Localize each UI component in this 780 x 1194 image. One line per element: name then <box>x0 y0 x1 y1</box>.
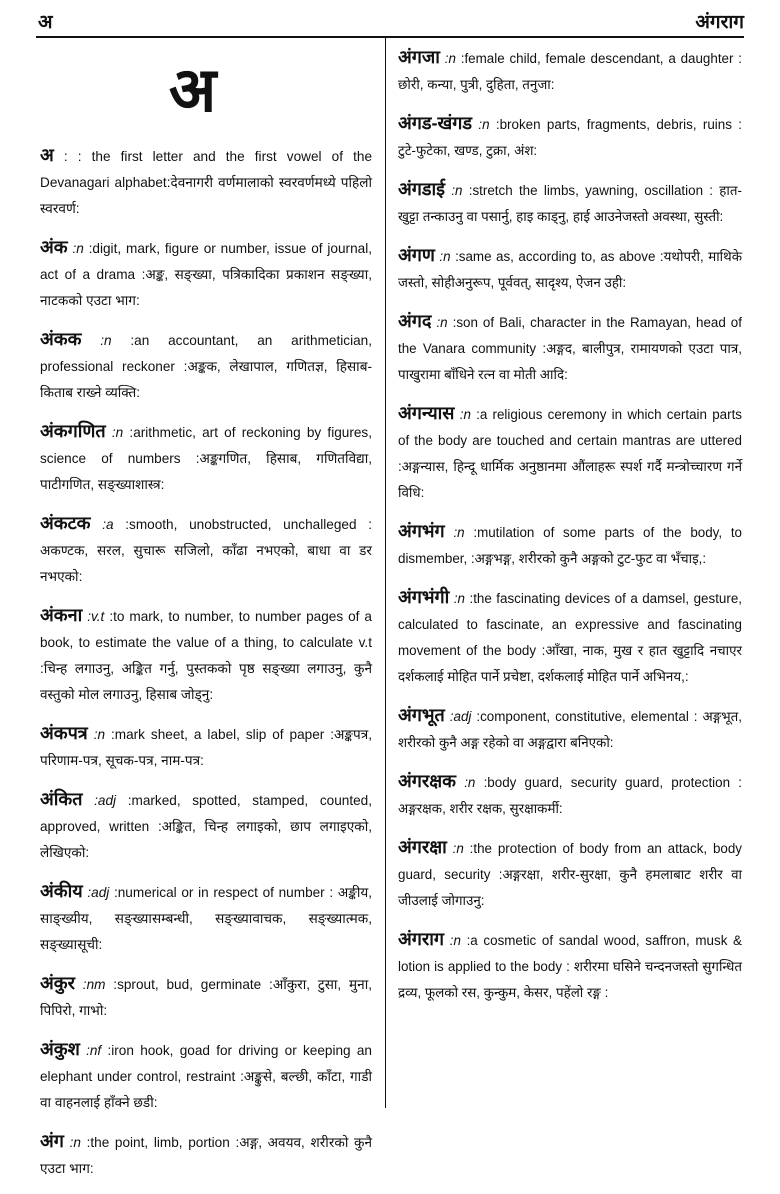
entry-headword: अंगराग <box>398 929 445 949</box>
entry-headword: अंगभंग <box>398 521 445 541</box>
entry-definition: :sprout, bud, germinate :आँकुरा, टुसा, मुना, पिपिरो, गाभो: <box>40 977 372 1018</box>
entry-part-of-speech: :a <box>102 517 114 532</box>
entry-definition: :the point, limb, portion :अङ्ग, अवयव, शरीरको कुनै एउटा भाग: <box>40 1135 372 1176</box>
entry-headword: अंकगणित <box>40 421 106 441</box>
entry-part-of-speech: :n <box>436 315 448 330</box>
dictionary-entry <box>398 702 742 756</box>
entry-definition: :numerical or in respect of number : अङ्कीय, साङ्ख्यीय, सङ्ख्यासम्बन्धी, सङ्ख्यावाचक, सङ्ख्यात्मक, सङ्ख्यासूची: <box>40 885 373 952</box>
entry-part-of-speech: :n <box>459 407 471 422</box>
entry-definition: :iron hook, goad for driving or keeping an elephant under control, restraint :अङ्कुसे, बल्छी, काँटा, गाडी वा वाहनलाई हाँक्ने छडी: <box>40 1043 372 1110</box>
header-rule <box>36 36 744 38</box>
dictionary-entry <box>398 242 742 296</box>
entry-definition: :mutilation of some parts of the body, to dismember, :अङ्गभङ्ग, शरीरको कुनै अङ्गको टुट-फुट वा भँचाइ,: <box>398 525 742 566</box>
entry-part-of-speech: :n <box>453 525 465 540</box>
entry-headword: अंकुर <box>40 973 75 993</box>
dictionary-entry <box>398 768 742 822</box>
entry-part-of-speech: :n <box>93 727 106 742</box>
entry-part-of-speech: :n <box>111 425 124 440</box>
entry-part-of-speech: :n <box>452 841 464 856</box>
dictionary-entry <box>40 602 372 708</box>
entry-headword: अंगड-खंगड <box>398 113 472 133</box>
entry-part-of-speech: :n <box>464 775 476 790</box>
dictionary-entry <box>40 418 372 498</box>
entry-part-of-speech: :n <box>72 241 84 256</box>
entry-headword: अंगभंगी <box>398 587 450 607</box>
dictionary-entry <box>398 400 742 506</box>
entry-definition: :an accountant, an arithmetician, professional reckoner :अङ्कक, लेखापाल, गणितज्ञ, हिसाब-किताब राख्ने व्यक्ति: <box>40 333 373 400</box>
dictionary-entry <box>398 584 742 690</box>
entry-part-of-speech: :v.t <box>87 609 105 624</box>
entry-definition: :son of Bali, character in the Ramayan, head of the Vanara community :अङ्गद, बालीपुत्र, रामायणको एउटा पात्र, पाखुरामा बाँधिने रत्न वा मोती आदि: <box>398 315 742 382</box>
entry-definition: :to mark, to number, to number pages of a book, to estimate the value of a thing, to calculate v.t :चिन्ह लगाउनु, अङ्कित गर्नु, पुस्तकको पृष्ठ सङ्ख्या लगाउनु, कुनै वस्तुको मोल लगाउनु, हिसाब जोड्नु: <box>40 609 372 702</box>
dictionary-entry <box>398 926 742 1006</box>
dictionary-entry <box>398 176 742 230</box>
entry-definition: :smooth, unobstructed, unchalleged : अकण्टक, सरल, सुचारू सजिलो, काँढा नभएको, बाधा वा डर नभएको: <box>40 517 372 584</box>
entry-part-of-speech: :n <box>439 249 451 264</box>
entry-definition: :marked, spotted, stamped, counted, approved, written :अङ्कित, चिन्ह लगाइको, छाप लगाइएको, लेखिएको: <box>40 793 372 860</box>
entry-headword: अंक <box>40 237 68 257</box>
dictionary-entry <box>40 878 372 958</box>
entry-headword: अंगरक्षक <box>398 771 456 791</box>
entry-part-of-speech: :n <box>444 51 456 66</box>
entry-part-of-speech: :adj <box>94 793 117 808</box>
entry-headword: अंग <box>40 1131 64 1151</box>
header-guideword: अंगराग <box>695 12 744 33</box>
entry-definition: :female child, female descendant, a daughter : छोरी, कन्या, पुत्री, दुहिता, तनुजा: <box>398 51 742 92</box>
entry-part-of-speech: :n <box>100 333 112 348</box>
entry-definition: : : the first letter and the first vowel of the Devanagari alphabet:देवनागरी वर्णमालाको स्वरवर्णमध्ये पहिलो स्वरवर्ण: <box>40 149 372 216</box>
entry-headword: अंकुश <box>40 1039 80 1059</box>
dictionary-entry <box>40 1036 372 1116</box>
entry-definition: :digit, mark, figure or number, issue of journal, act of a drama :अङ्क, सङ्ख्या, पत्रिकादिका प्रकाशन सङ्ख्या, नाटकको एउटा भाग: <box>40 241 372 308</box>
entry-definition: :body guard, security guard, protection : अङ्गरक्षक, शरीर रक्षक, सुरक्षाकर्मी: <box>398 775 742 816</box>
dictionary-entry <box>40 786 372 866</box>
dictionary-entry <box>398 44 742 98</box>
entry-headword: अ <box>40 145 54 165</box>
entry-definition: :same as, according to, as above :यथोपरी, माथिके जस्तो, सोहीअनुरूप, पूर्ववत्, सादृश्य, ऐजन उही: <box>398 249 742 290</box>
dictionary-entry <box>40 510 372 590</box>
dictionary-entry <box>398 110 742 164</box>
entry-headword: अंगण <box>398 245 435 265</box>
entry-part-of-speech: :n <box>69 1135 81 1150</box>
entry-definition: :the fascinating devices of a damsel, gesture, calculated to fascinate, an expressive and fascinating movement of the body :आँखा, नाक, मुख र हात खुट्टादि नचाएर दर्शकलाई मोहित पार्ने प्रचेष्टा, दर्शकलाई मोहित पार्ने अभिनय,: <box>398 591 742 684</box>
entry-headword: अंकित <box>40 789 83 809</box>
entry-headword: अंकटक <box>40 513 91 533</box>
entry-headword: अंगद <box>398 311 432 331</box>
dictionary-entry <box>40 720 372 774</box>
dictionary-entry <box>398 518 742 572</box>
entry-part-of-speech: :n <box>451 183 463 198</box>
entry-headword: अंकक <box>40 329 82 349</box>
entry-definition: :mark sheet, a label, slip of paper :अङ्कपत्र, परिणाम-पत्र, सूचक-पत्र, नाम-पत्र: <box>40 727 372 768</box>
left-column <box>40 142 372 1194</box>
entry-definition: :arithmetic, art of reckoning by figures, science of numbers :अङ्कगणित, हिसाब, गणितविद्या, पाटीगणित, सङ्ख्याशास्त्र: <box>40 425 373 492</box>
dictionary-entry <box>40 234 372 314</box>
entry-headword: अंगडाई <box>398 179 446 199</box>
entry-headword: अंगन्यास <box>398 403 455 423</box>
entry-part-of-speech: :n <box>453 591 465 606</box>
dictionary-entry <box>40 142 372 222</box>
entry-definition: :a religious ceremony in which certain parts of the body are touched and certain mantras are uttered :अङ्गन्यास, हिन्दू धार्मिक अनुष्ठानमा औंलाहरू स्पर्श गर्दै मन्त्रोच्चारण गर्ने विधि: <box>398 407 742 500</box>
dictionary-entry <box>398 308 742 388</box>
header-left-letter: अ <box>38 12 53 33</box>
right-column <box>398 44 742 1018</box>
entry-headword: अंकपत्र <box>40 723 88 743</box>
entry-definition: :stretch the limbs, yawning, oscillation : हात-खुट्टा तन्काउनु वा पसार्नु, हाइ काड्नु, हाई आउनेजस्तो अवस्था, सुस्ती: <box>398 183 742 224</box>
entry-part-of-speech: :n <box>478 117 490 132</box>
entry-headword: अंकना <box>40 605 83 625</box>
entry-part-of-speech: :n <box>449 933 461 948</box>
entry-definition: :a cosmetic of sandal wood, saffron, musk & lotion is applied to the body : शरीरमा घसिने चन्दनजस्तो सुगन्धित द्रव्य, फूलको रस, कुन्कुम, केसर, पहेंलो रङ्ग : <box>398 933 742 1000</box>
entry-headword: अंगजा <box>398 47 440 67</box>
entry-definition: :broken parts, fragments, debris, ruins : टुटे-फुटेका, खण्ड, टुक्रा, अंश: <box>398 117 742 158</box>
entry-headword: अंकीय <box>40 881 83 901</box>
entry-part-of-speech: :adj <box>449 709 472 724</box>
dictionary-entry <box>40 970 372 1024</box>
entry-headword: अंगरक्षा <box>398 837 447 857</box>
entry-definition: :the protection of body from an attack, body guard, security :अङ्गरक्षा, शरीर-सुरक्षा, कुनै हमलाबाट शरीर वा जीउलाई जोगाउनु: <box>398 841 742 908</box>
entry-part-of-speech: :nm <box>82 977 106 992</box>
entry-headword: अंगभूत <box>398 705 445 725</box>
dictionary-entry <box>40 1128 372 1182</box>
entry-definition: :component, constitutive, elemental : अङ्गभूत, शरीरको कुनै अङ्ग रहेको वा अङ्गद्वारा बनिएको: <box>398 709 742 750</box>
dictionary-entry <box>40 326 372 406</box>
column-divider <box>385 38 386 1108</box>
section-letter: अ <box>168 56 217 125</box>
dictionary-entry <box>398 834 742 914</box>
entry-part-of-speech: :adj <box>87 885 110 900</box>
entry-part-of-speech: :nf <box>86 1043 102 1058</box>
